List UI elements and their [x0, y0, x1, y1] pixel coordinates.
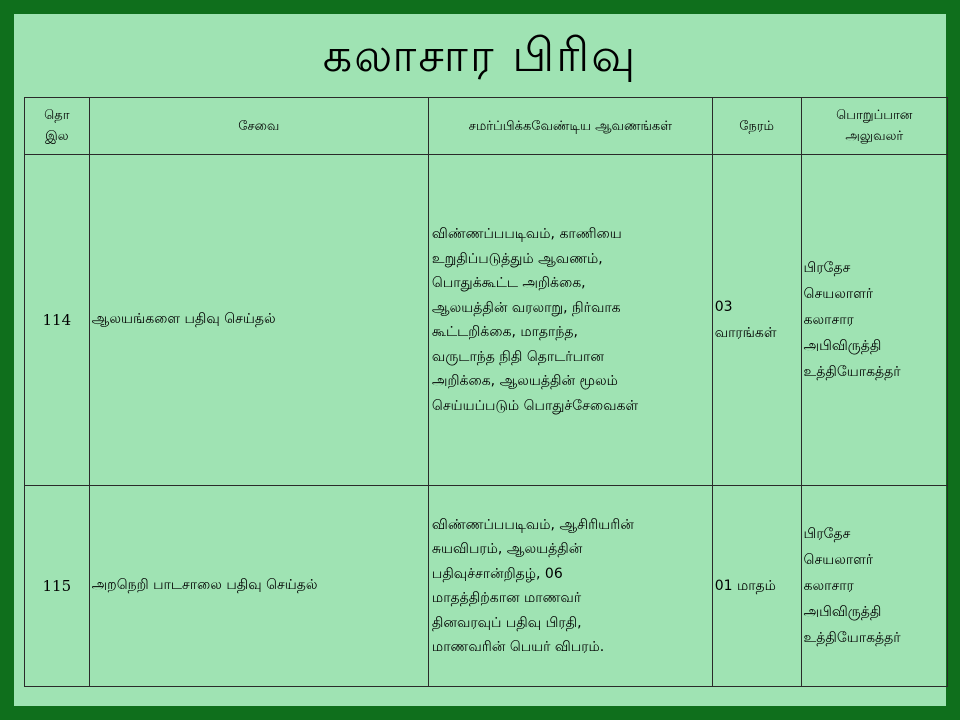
header-time: நேரம் [712, 98, 801, 155]
row-time: 01 மாதம் [712, 486, 801, 687]
row-service: அறநெறி பாடசாலை பதிவு செய்தல் [89, 486, 428, 687]
header-documents: சமர்ப்பிக்கவேண்டிய ஆவணங்கள் [428, 98, 712, 155]
header-service: சேவை [89, 98, 428, 155]
header-no: தொ இல [25, 98, 90, 155]
header-officer: பொறுப்பான அலுவலர் [801, 98, 947, 155]
slide-frame [14, 14, 946, 706]
row-service: ஆலயங்களை பதிவு செய்தல் [89, 155, 428, 486]
row-documents: விண்ணப்பபடிவம், ஆசிரியரின் சுயவிபரம், ஆலயத்தின் பதிவுச்சான்றிதழ், 06 மாதத்திற்கான மாணவர் தினவரவுப் பதிவு பிரதி, மாணவரின் பெயர் விபரம். [428, 486, 712, 687]
services-table [24, 97, 948, 687]
page-title: கலாசார பிரிவு [322, 28, 638, 82]
table-header-row [25, 98, 948, 155]
table-row [25, 486, 948, 687]
row-officer: பிரதேச செயலாளர் கலாசார அபிவிருத்தி உத்தியோகத்தர் [801, 486, 947, 687]
table-row [25, 155, 948, 486]
row-number: 115 [25, 486, 90, 687]
row-number: 114 [25, 155, 90, 486]
row-officer: பிரதேச செயலாளர் கலாசார அபிவிருத்தி உத்தியோகத்தர் [801, 155, 947, 486]
row-documents: விண்ணப்பபடிவம், காணியை உறுதிப்படுத்தும் ஆவணம், பொதுக்கூட்ட அறிக்கை, ஆலயத்தின் வரலாறு, நிர்வாக கூட்டறிக்கை, மாதாந்த, வருடாந்த நிதி தொடர்பான அறிக்கை, ஆலயத்தின் மூலம் செய்யப்படும் பொதுச்சேவைகள் [428, 155, 712, 486]
row-time: 03 வாரங்கள் [712, 155, 801, 486]
